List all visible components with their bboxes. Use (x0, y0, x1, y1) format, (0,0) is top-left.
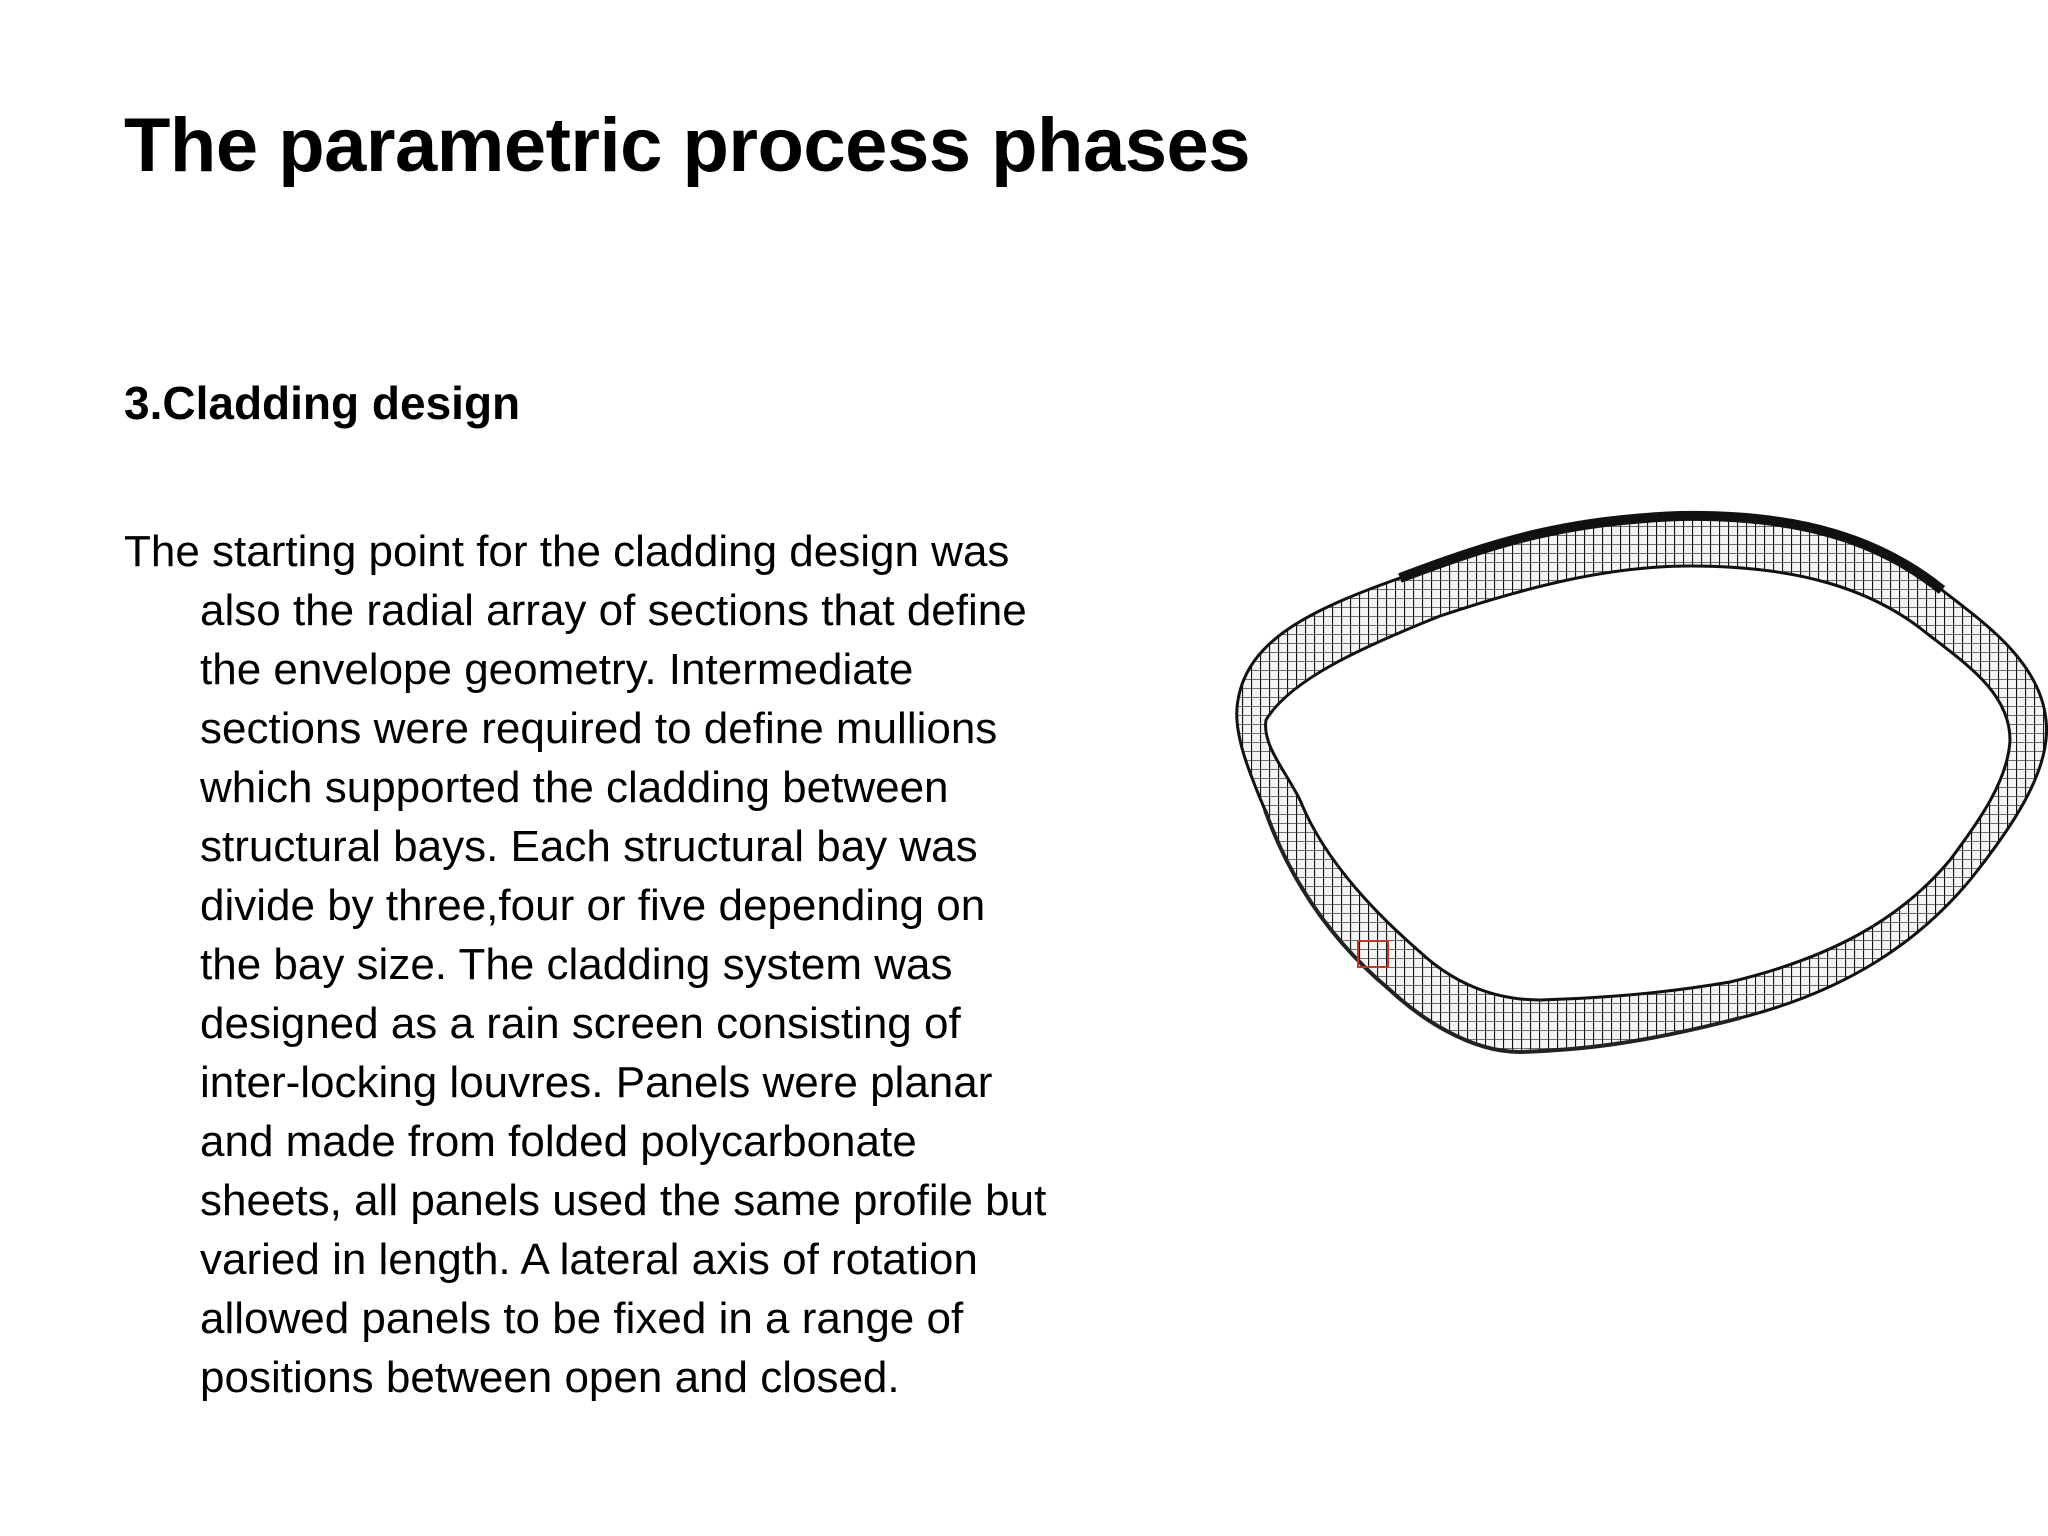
cladding-ring-band (1237, 516, 2047, 1052)
section-heading: 3.Cladding design (124, 377, 521, 429)
cladding-ring-illustration (1216, 496, 2048, 1076)
body-paragraph: The starting point for the cladding design was also the radial array of sections that define the envelope geometry. Intermediate sections were required to define mullions which supported the cladding between structural bays. Each structural bay was divide by three,four or five depending on the bay size. The cladding system was designed as a rain screen consisting of inter-locking louvres. Panels were planar and made from folded polycarbonate sheets, all panels used the same profile but varied in length. A lateral axis of rotation allowed panels to be fixed in a range of positions between open and closed. (124, 527, 1047, 1402)
slide-title: The parametric process phases (124, 103, 1251, 188)
